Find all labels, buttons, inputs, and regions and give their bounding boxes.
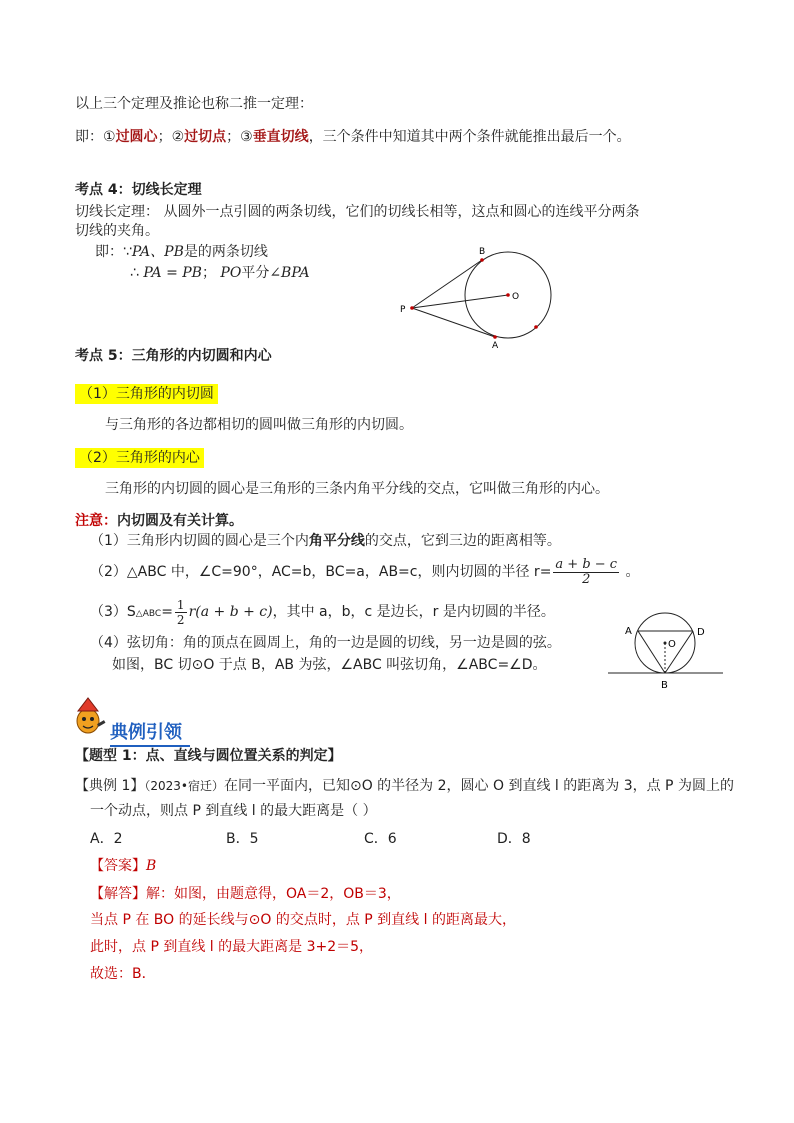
proof2-angle: ∠BPA — [269, 265, 310, 281]
note-2-a: （2）△ABC 中，∠C=90°，AC=b，BC=a，AB=c，则内切圆的半径 r= — [90, 564, 552, 580]
condition-1-number: ① — [103, 129, 116, 145]
label-o: O — [512, 292, 520, 302]
condition-3: 垂直切线 — [252, 129, 309, 145]
example-stem-2: 一个动点，则点 P 到直线 l 的最大距离是（ ） — [90, 803, 377, 819]
point-extra — [534, 325, 538, 329]
separator: ； — [157, 129, 172, 145]
k5-sub1-label: （1）三角形的内切圆 — [75, 384, 218, 404]
stem-1: 在同一平面内，已知⊙O 的半径为 2，圆心 O 到直线 l 的距离为 3，点 P 为圆上的 — [223, 778, 734, 794]
proof2-po: PO — [220, 265, 242, 281]
example-tag: 【典例 1】 — [75, 778, 145, 794]
point-o — [664, 642, 667, 645]
point-a — [493, 335, 497, 339]
k5-sub2-text: 三角形的内切圆的圆心是三角形的三条内角平分线的交点，它叫做三角形的内心。 — [105, 481, 609, 497]
point-p — [410, 306, 414, 310]
note-1-a: （1）三角形内切圆的圆心是三个内 — [90, 533, 309, 549]
solution-label: 【解答】 — [90, 886, 146, 902]
tangent-pa — [412, 308, 495, 337]
k4-title: 考点 4：切线长定理 — [75, 182, 202, 198]
chord-db — [665, 631, 693, 673]
condition-2-number: ② — [171, 129, 185, 145]
solution-line-4: 故选：B． — [90, 966, 156, 982]
banner-title: 典例引领 — [110, 718, 190, 747]
note-3-rest: ，其中 a，b，c 是边长，r 是内切圆的半径。 — [272, 604, 555, 620]
area-fraction — [175, 598, 187, 627]
label-b: B — [661, 680, 668, 691]
condition-3-number: ③ — [240, 129, 253, 145]
solution-line-3: 此时，点 P 到直线 l 的最大距离是 3+2＝5， — [90, 939, 374, 955]
proof1-prefix: 即：∵ — [95, 244, 132, 260]
answer-value: B — [146, 858, 157, 874]
segment-po — [412, 295, 508, 308]
question-type-title: 【题型 1：点、直线与圆位置关系的判定】 — [75, 748, 342, 764]
conditions-line — [75, 127, 631, 147]
note-heading — [75, 511, 243, 531]
label-a: A — [625, 626, 632, 637]
pencil-mascot-icon — [70, 697, 108, 737]
solution-line-2: 当点 P 在 BO 的延长线与⊙O 的交点时，点 P 到直线 l 的距离最大， — [90, 912, 516, 928]
label-b: B — [479, 247, 486, 257]
solution-line-1 — [90, 884, 401, 904]
proof2-rest: 平分 — [241, 265, 270, 281]
note-2 — [90, 556, 640, 588]
label-o: O — [668, 639, 676, 650]
intro-line: 以上三个定理及推论也称二推一定理： — [75, 96, 313, 112]
note-1-b: 角平分线 — [308, 533, 365, 549]
k4-line2: 切线的夹角。 — [75, 223, 159, 239]
option-a: A．2 — [90, 831, 123, 847]
proof1-rest: 是的两条切线 — [183, 244, 268, 260]
note-label: 注意： — [75, 513, 117, 529]
condition-1: 过圆心 — [115, 129, 158, 145]
note-3-eq: = — [161, 604, 173, 620]
fraction-numerator: 1 — [176, 597, 185, 612]
example-stem-1 — [75, 776, 734, 796]
separator: ； — [226, 129, 241, 145]
option-c: C．6 — [364, 831, 397, 847]
conditions-rest: ，三个条件中知道其中两个条件就能推出最后一个。 — [308, 129, 631, 145]
point-o — [506, 293, 510, 297]
k5-sub1-text: 与三角形的各边都相切的圆叫做三角形的内切圆。 — [105, 417, 413, 433]
k5-sub2 — [75, 448, 204, 468]
fraction-denominator: 2 — [176, 612, 185, 627]
point-b — [480, 258, 484, 262]
fraction-numerator: a + b − c — [555, 556, 618, 572]
label-a: A — [492, 341, 499, 351]
tangent-length-figure — [395, 240, 565, 352]
note-2-end: 。 — [625, 564, 640, 580]
note-1-c: 的交点，它到三边的距离相等。 — [364, 533, 561, 549]
option-d: D．8 — [497, 831, 531, 847]
note-title: 内切圆及有关计算。 — [117, 513, 243, 529]
inradius-fraction — [553, 558, 619, 587]
fraction-denominator: 2 — [582, 571, 591, 587]
note-3-a: （3）S — [90, 604, 136, 620]
proof2-prefix: ∴ — [130, 265, 139, 281]
label-p: P — [400, 305, 406, 315]
k5-sub2-label: （2）三角形的内心 — [75, 448, 204, 468]
proof1-vars: PA、PB — [131, 244, 184, 260]
k5-sub1 — [75, 384, 218, 404]
k5-title: 考点 5：三角形的内切圆和内心 — [75, 348, 272, 364]
note-1 — [90, 531, 561, 551]
note-3-sub: △ABC — [135, 609, 162, 619]
answer-line — [90, 856, 156, 876]
conditions-prefix: 即： — [75, 129, 103, 145]
chord-tangent-figure — [605, 612, 727, 692]
note-3 — [90, 596, 555, 628]
separator: ； — [201, 265, 216, 281]
label-d: D — [697, 627, 705, 638]
note-4a: （4）弦切角：角的顶点在圆周上，角的一边是圆的切线，另一边是圆的弦。 — [90, 635, 561, 651]
k4-line1: 切线长定理： 从圆外一点引圆的两条切线，它们的切线长相等，这点和圆心的连线平分两条 — [75, 204, 640, 220]
note-3-expr: r(a + b + c) — [188, 604, 273, 620]
k4-proof1 — [95, 242, 268, 262]
option-b: B．5 — [226, 831, 259, 847]
example-source: （2023•宿迁） — [144, 779, 224, 793]
tangent-pb — [412, 260, 482, 308]
note-4b: 如图，BC 切⊙O 于点 B，AB 为弦，∠ABC 叫弦切角，∠ABC=∠D。 — [112, 657, 547, 673]
solution-1: 解：如图，由题意得，OA＝2，OB＝3， — [146, 886, 401, 902]
k4-proof2 — [130, 263, 310, 283]
condition-2: 过切点 — [184, 129, 227, 145]
proof2-eq: PA = PB — [143, 265, 202, 281]
answer-label: 【答案】 — [90, 858, 146, 874]
chord-ab — [638, 631, 665, 673]
